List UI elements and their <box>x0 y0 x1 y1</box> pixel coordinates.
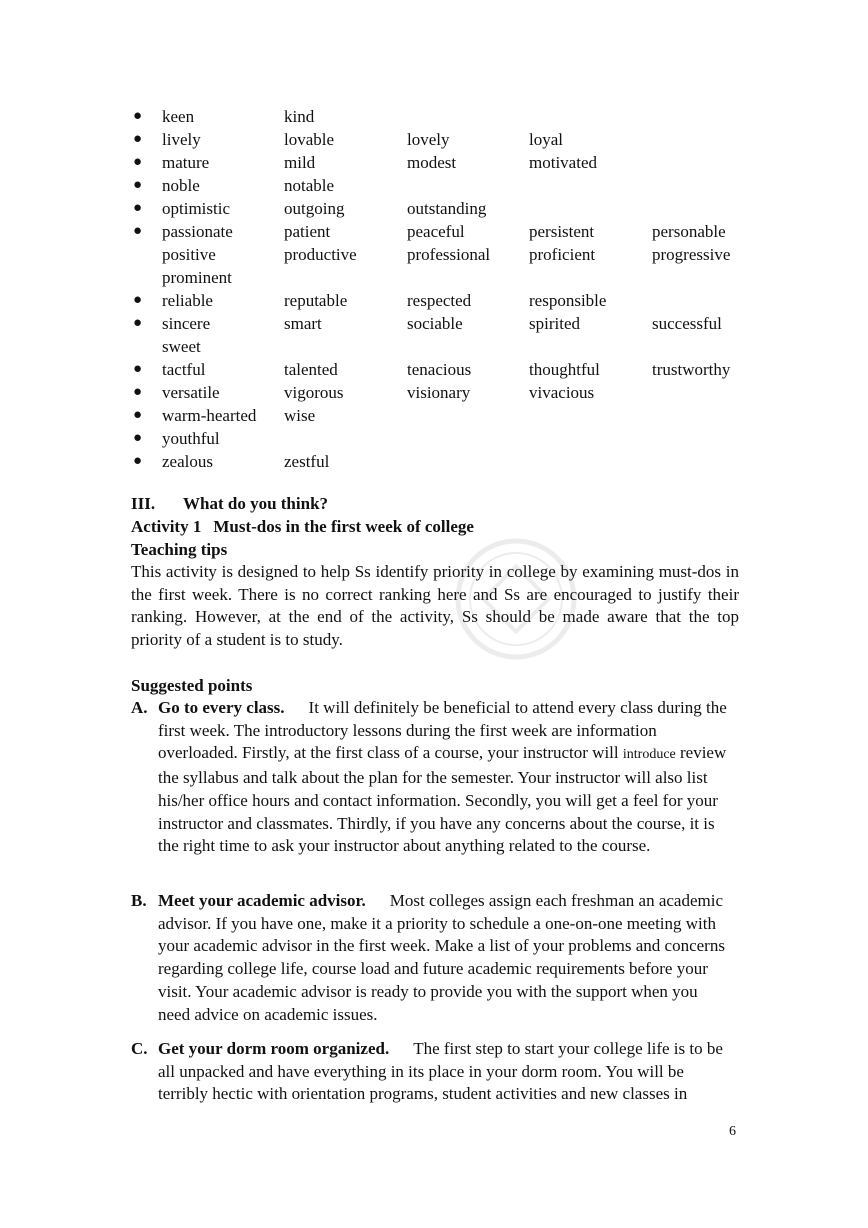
adjective-word: modest <box>407 153 457 172</box>
adjective-row <box>131 266 751 289</box>
suggested-point-b <box>131 890 731 1026</box>
adjective-word: lovely <box>407 130 450 149</box>
adjective-word: youthful <box>162 429 220 448</box>
page-number: 6 <box>729 1124 736 1139</box>
adjective-row <box>131 105 751 128</box>
adjective-word: optimistic <box>162 199 230 218</box>
point-letter: A. <box>131 698 148 717</box>
adjective-word: versatile <box>162 383 220 402</box>
adjective-word: visionary <box>407 383 471 402</box>
adjective-word: responsible <box>529 291 607 310</box>
adjective-word: proficient <box>529 245 596 264</box>
adjective-row <box>131 404 751 427</box>
point-title: Get your dorm room organized. <box>158 1039 390 1058</box>
adjective-list <box>131 105 751 473</box>
suggested-point-a <box>131 697 731 858</box>
adjective-word: productive <box>284 245 357 264</box>
adjective-row <box>131 381 751 404</box>
adjective-word: tactful <box>162 360 206 379</box>
adjective-word: passionate <box>162 222 233 241</box>
point-title: Meet your academic advisor. <box>158 891 366 910</box>
adjective-word: sociable <box>407 314 463 333</box>
point-text: Most colleges assign each freshman an academic advisor. If you have one, make it a priority to schedule a one-on-one meeting with your academic advisor in the first week. Make a list of your problems and concerns regarding college life, course load and future academic requirements before your visit. Your academic advisor is ready to provide you with the support when you need advice on academic issues. <box>158 891 725 1024</box>
adjective-row <box>131 312 751 335</box>
adjective-row <box>131 335 751 358</box>
adjective-word: sweet <box>162 337 201 356</box>
bullet-icon: ● <box>133 223 143 239</box>
activity-title: Must-dos in the first week of college <box>213 517 474 536</box>
adjective-row <box>131 427 751 450</box>
point-text: It will definitely be beneficial to attend every class during the first week. The introductory lessons during the first week are information overloaded. Firstly, at the first class of a course, your instructor will <box>158 698 727 763</box>
adjective-word: respected <box>407 291 472 310</box>
adjective-word: mature <box>162 153 210 172</box>
adjective-word: kind <box>284 107 315 126</box>
adjective-row <box>131 220 751 243</box>
bullet-icon: ● <box>133 407 143 423</box>
adjective-word: vivacious <box>529 383 595 402</box>
adjective-word: outgoing <box>284 199 345 218</box>
adjective-word: positive <box>162 245 216 264</box>
bullet-icon: ● <box>133 154 143 170</box>
adjective-word: vigorous <box>284 383 344 402</box>
adjective-word: talented <box>284 360 338 379</box>
adjective-row <box>131 243 751 266</box>
activity-label: Activity 1 <box>131 517 202 536</box>
adjective-word: warm-hearted <box>162 406 257 425</box>
adjective-word: motivated <box>529 153 597 172</box>
teaching-tips-paragraph: This activity is designed to help Ss identify priority in college by examining must-dos in the first week. There is no correct ranking here and Ss are encouraged to justify their ranking. However, at the end of the activity, Ss should be made aware that the top priority of a student is to study. <box>131 562 739 649</box>
bullet-icon: ● <box>133 292 143 308</box>
suggested-points-heading: Suggested points <box>131 676 253 695</box>
adjective-word: progressive <box>652 245 731 264</box>
adjective-word: zealous <box>162 452 213 471</box>
point-letter: C. <box>131 1039 148 1058</box>
adjective-row <box>131 128 751 151</box>
adjective-word: mild <box>284 153 316 172</box>
adjective-word: zestful <box>284 452 330 471</box>
adjective-word: notable <box>284 176 335 195</box>
section-heading <box>131 492 328 515</box>
adjective-word: patient <box>284 222 331 241</box>
point-title: Go to every class. <box>158 698 285 717</box>
adjective-word: reliable <box>162 291 213 310</box>
adjective-word: sincere <box>162 314 211 333</box>
bullet-icon: ● <box>133 315 143 331</box>
teaching-tips-heading: Teaching tips <box>131 540 228 559</box>
adjective-word: persistent <box>529 222 595 241</box>
adjective-row <box>131 174 751 197</box>
adjective-word: spirited <box>529 314 580 333</box>
adjective-word: peaceful <box>407 222 465 241</box>
point-small-word: introduce <box>622 747 676 763</box>
adjective-word: personable <box>652 222 726 241</box>
adjective-word: noble <box>162 176 200 195</box>
point-letter: B. <box>131 891 147 910</box>
bullet-icon: ● <box>133 200 143 216</box>
adjective-word: trustworthy <box>652 360 731 379</box>
bullet-icon: ● <box>133 453 143 469</box>
adjective-word: outstanding <box>407 199 487 218</box>
adjective-word: wise <box>284 406 316 425</box>
bullet-icon: ● <box>133 361 143 377</box>
adjective-row <box>131 358 751 381</box>
activity-heading <box>131 515 474 538</box>
bullet-icon: ● <box>133 108 143 124</box>
adjective-word: loyal <box>529 130 563 149</box>
adjective-word: reputable <box>284 291 348 310</box>
adjective-row <box>131 151 751 174</box>
adjective-word: prominent <box>162 268 232 287</box>
adjective-word: thoughtful <box>529 360 600 379</box>
adjective-word: lovable <box>284 130 335 149</box>
point-text: The first step to start your college life is to be all unpacked and have everything in its place in your dorm room. You will be terribly hectic with orientation programs, student activities and new classes in <box>158 1039 723 1104</box>
adjective-row <box>131 197 751 220</box>
bullet-icon: ● <box>133 430 143 446</box>
bullet-icon: ● <box>133 131 143 147</box>
bullet-icon: ● <box>133 177 143 193</box>
adjective-word: smart <box>284 314 322 333</box>
point-text-continued: review the syllabus and talk about the plan for the semester. Your instructor will also list his/her office hours and contact information. Secondly, you will get a feel for your instructor and classmates. Thirdly, if you have any concerns about the course, it is the right time to ask your instructor about anything related to the course. <box>158 743 727 856</box>
adjective-word: tenacious <box>407 360 472 379</box>
adjective-word: professional <box>407 245 491 264</box>
adjective-row <box>131 450 751 473</box>
suggested-point-c <box>131 1038 731 1106</box>
adjective-row <box>131 289 751 312</box>
adjective-word: lively <box>162 130 201 149</box>
adjective-word: successful <box>652 314 722 333</box>
bullet-icon: ● <box>133 384 143 400</box>
adjective-word: keen <box>162 107 195 126</box>
section-title: What do you think? <box>183 494 329 513</box>
section-number: III. <box>131 494 156 513</box>
